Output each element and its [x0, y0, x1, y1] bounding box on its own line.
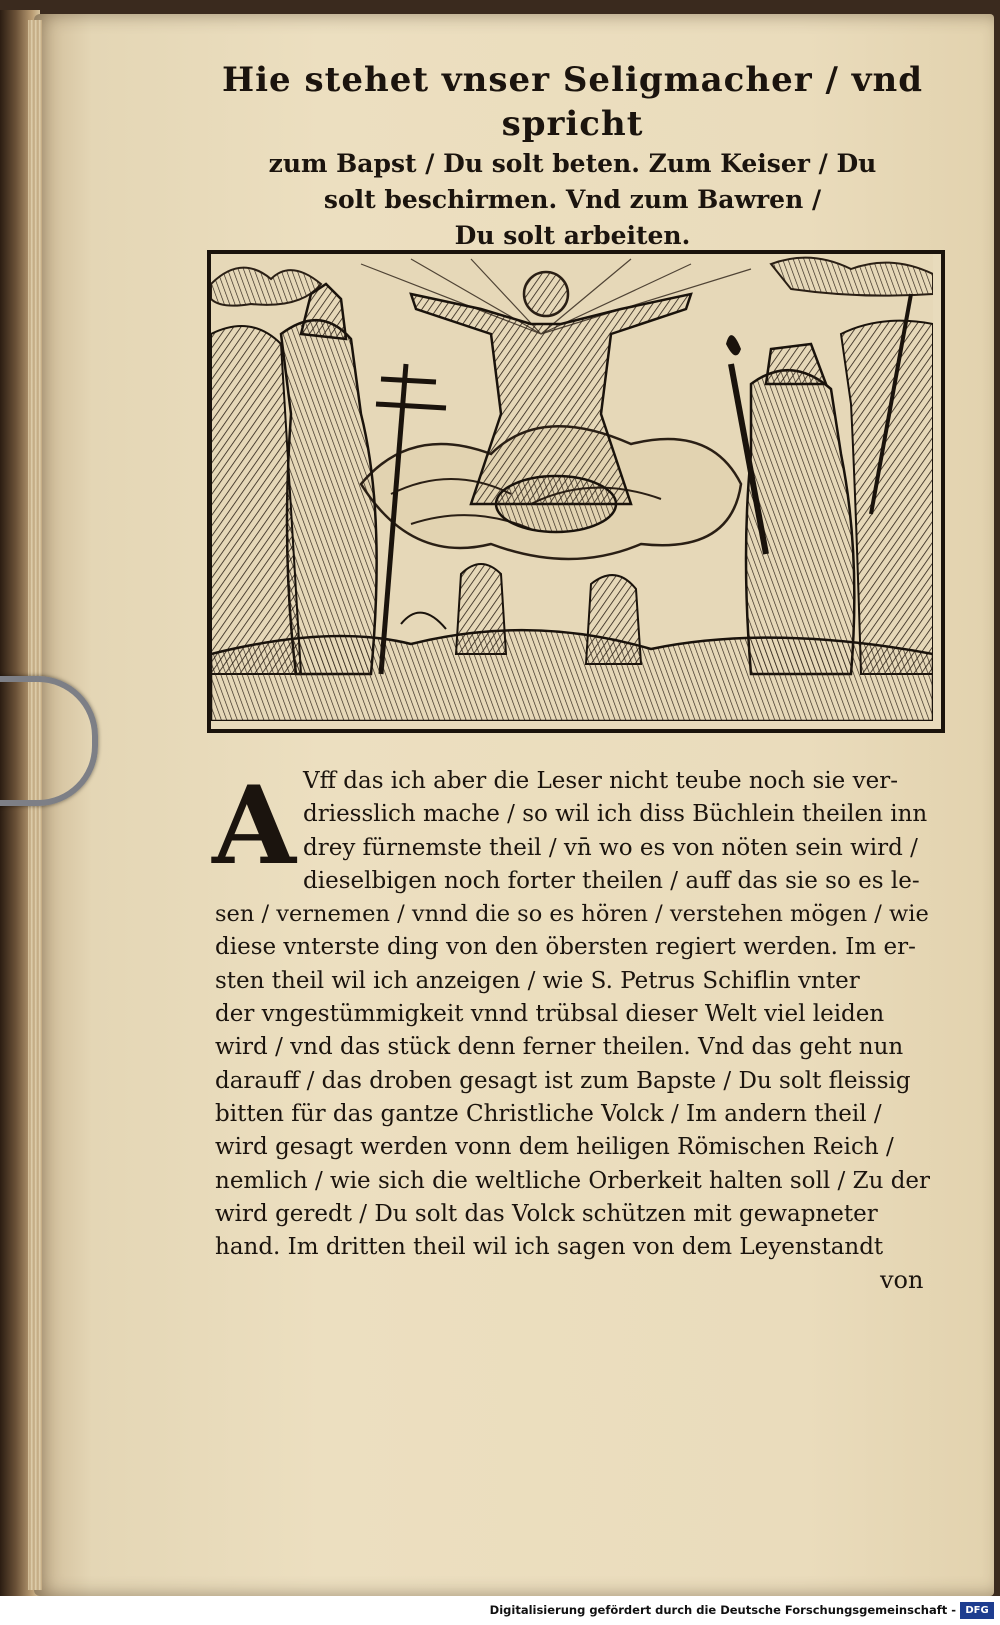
body-line: dieselbigen noch forter theilen / auff das sie so es le-: [303, 867, 920, 894]
body-line: sen / vernemen / vnnd die so es hören / verstehen mögen / wie: [215, 901, 929, 928]
body-line: wird geredt / Du solt das Volck schützen mit gewapneter: [215, 1200, 878, 1227]
body-line: Vff das ich aber die Leser nicht teube noch sie ver-: [303, 768, 898, 794]
body-text: [215, 765, 940, 1264]
body-line: nemlich / wie sich die weltliche Orberkeit halten soll / Zu der: [215, 1167, 931, 1194]
page-heading: [200, 58, 945, 254]
body-line: darauff / das droben gesagt ist zum Bapste / Du solt fleissig: [215, 1067, 911, 1094]
heading-line-2: zum Bapst / Du solt beten. Zum Keiser / Du: [268, 149, 877, 178]
heading-line-4: Du solt arbeiten.: [454, 221, 691, 250]
body-line: driesslich mache / so wil ich diss Büchlein theilen inn: [303, 801, 928, 828]
body-line: wird gesagt werden vonn dem heiligen Römischen Reich /: [215, 1134, 894, 1161]
body-line: bitten für das gantze Christliche Volck / Im andern theil /: [215, 1100, 882, 1127]
dfg-logo: DFG: [960, 1602, 994, 1619]
decorated-initial: A: [212, 763, 296, 889]
body-line: sten theil wil ich anzeigen / wie S. Petrus Schiflin vnter: [215, 967, 860, 994]
catchword: von: [880, 1266, 924, 1294]
woodcut-illustration: [207, 250, 945, 733]
woodcut-picture: [211, 254, 933, 721]
footer-bar: [0, 1598, 1000, 1625]
body-line: hand. Im dritten theil wil ich sagen von dem Leyenstandt: [215, 1234, 884, 1261]
body-line: drey fürnemste theil / vn̄ wo es von nöten sein wird /: [303, 834, 918, 861]
body-line: der vngestümmigkeit vnnd trübsal dieser Welt viel leiden: [215, 1001, 885, 1028]
heading-line-3: solt beschirmen. Vnd zum Bawren /: [323, 185, 822, 214]
heading-line-1: Hie stehet vnser Seligmacher / vnd spricht: [222, 60, 923, 144]
funding-credit: Digitalisierung gefördert durch die Deutsche Forschungsgemeinschaft -: [489, 1603, 956, 1617]
body-line: wird / vnd das stück denn ferner theilen. Vnd das geht nun: [215, 1034, 904, 1061]
body-line: diese vnterste ding von den öbersten regiert werden. Im er-: [215, 934, 916, 961]
